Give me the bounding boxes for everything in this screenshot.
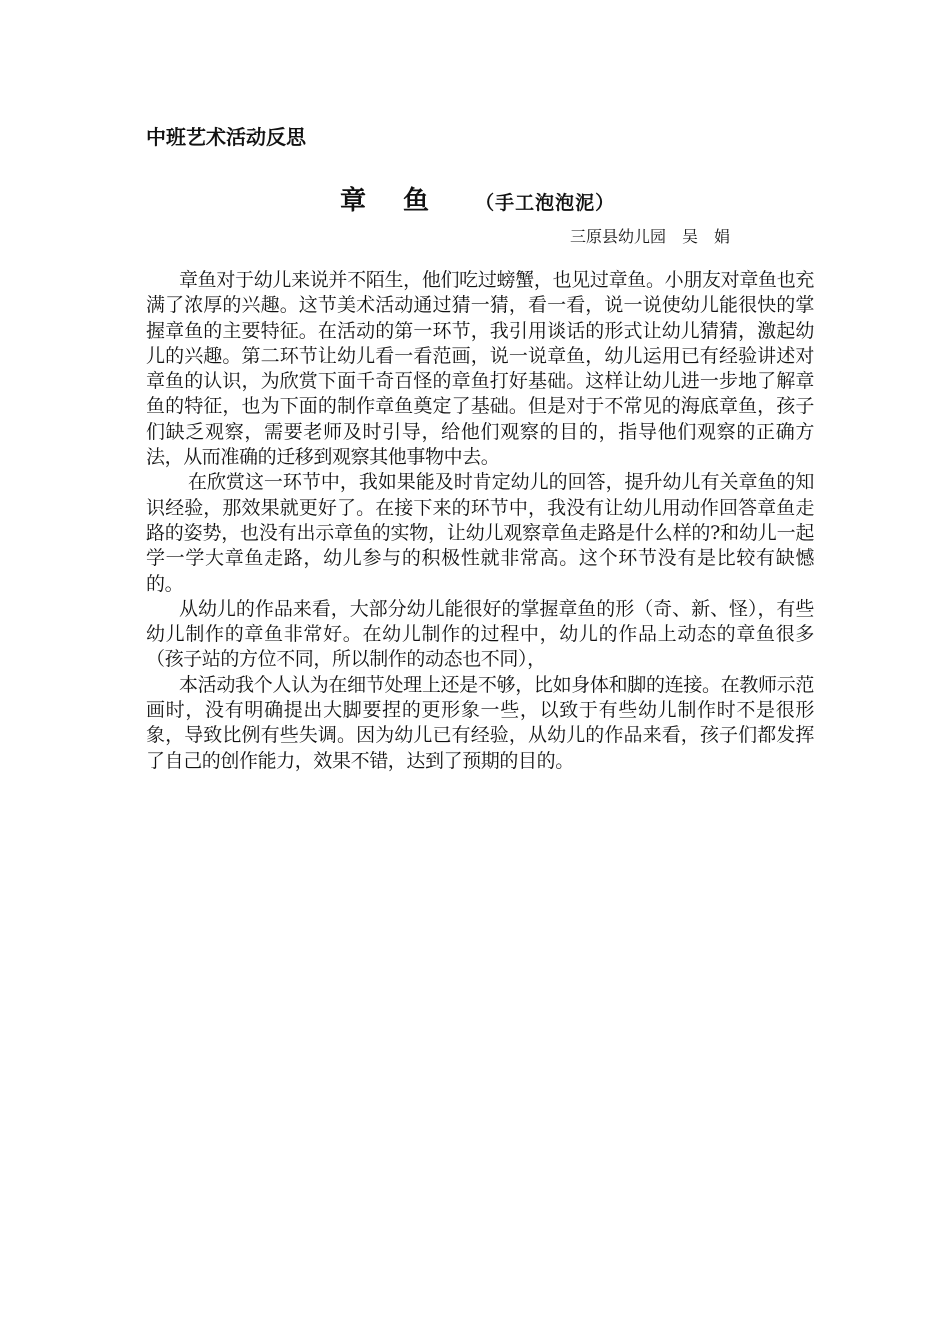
document-title: 章 鱼 <box>340 186 444 216</box>
paragraph-1: 章鱼对于幼儿来说并不陌生，他们吃过螃蟹，也见过章鱼。小朋友对章鱼也充满了浓厚的兴趣。这节美术活动通过猜一猜，看一看，说一说使幼儿能很快的掌握章鱼的主要特征。在活动的第一环节，我引用谈话的形式让幼儿猜猜，激起幼儿的兴趣。第二环节让幼儿看一看范画，说一说章鱼，幼儿运用已有经验讲述对章鱼的认识，为欣赏下面千奇百怪的章鱼打好基础。这样让幼儿进一步地了解章鱼的特征，也为下面的制作章鱼奠定了基础。但是对于不常见的海底章鱼，孩子们缺乏观察，需要老师及时引导，给他们观察的目的，指导他们观察的正确方法，从而准确的迁移到观察其他事物中去。 <box>146 269 814 469</box>
author-byline: 三原县幼儿园 吴 娟 <box>570 227 731 246</box>
document-heading: 中班艺术活动反思 <box>146 125 306 149</box>
document-body <box>146 268 814 774</box>
paragraph-4: 本活动我个人认为在细节处理上还是不够，比如身体和脚的连接。在教师示范画时，没有明确提出大脚要捏的更形象一些，以致于有些幼儿制作时不是很形象，导致比例有些失调。因为幼儿已有经验，从幼儿的作品来看，孩子们都发挥了自己的创作能力，效果不错，达到了预期的目的。 <box>146 673 814 772</box>
paragraph-3: 从幼儿的作品来看，大部分幼儿能很好的掌握章鱼的形（奇、新、怪），有些幼儿制作的章鱼非常好。在幼儿制作的过程中，幼儿的作品上动态的章鱼很多（孩子站的方位不同，所以制作的动态也不同）， <box>146 597 814 671</box>
title-row <box>340 183 615 221</box>
document-subtitle: （手工泡泡泥） <box>475 192 616 214</box>
paragraph-2: 在欣赏这一环节中，我如果能及时肯定幼儿的回答，提升幼儿有关章鱼的知识经验，那效果就更好了。在接下来的环节中，我没有让幼儿用动作回答章鱼走路的姿势，也没有出示章鱼的实物，让幼儿观察章鱼走路是什么样的?和幼儿一起学一学大章鱼走路，幼儿参与的积极性就非常高。这个环节没有是比较有缺憾的。 <box>146 471 814 595</box>
